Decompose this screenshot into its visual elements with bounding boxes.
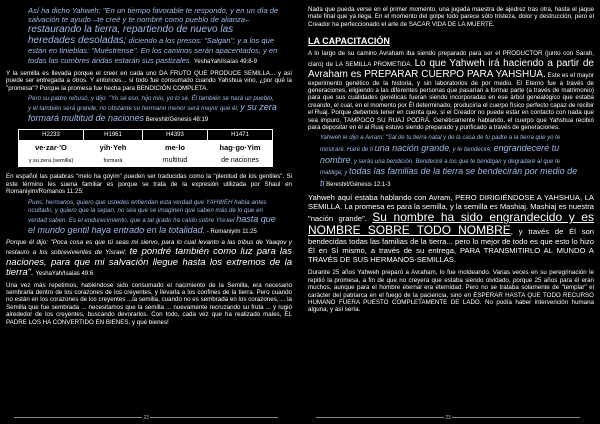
strong-code: H4393 (143, 130, 208, 141)
quote-reference: - Romaniyim 11:25 (206, 228, 257, 235)
quote-reference: Bereshit/Génesis 48:19 (145, 116, 209, 123)
page-footer (316, 415, 580, 421)
quote-reference: YeshaYah/Isaías 49:6 (35, 271, 94, 278)
paragraph-text: , y través de Él son bendecidas todas las familias de la tierra... pero lo mejor de todo es que esto lo hizo Él en Sí mismo, a través de su entrega, PARA TRANSMITIRLO AL MUNDO A TRAVÉS DE SUS HERMANOS-SEMILLAS. (308, 227, 595, 265)
spanish-word: de naciones (208, 155, 273, 167)
paragraph-capacitacion (308, 50, 594, 131)
quote-emphasis: una nación grande (374, 143, 450, 154)
paragraph: Nada que pueda verse en el primer momento, una jugada maestra de ajedrez tras otra, hasta el jaque mate final que ya llega. En el momento del golpe todo parece sólo tristeza, dolor y destrucción, pero el Creador ha perfeccionado el arte de SACAR VIDA DE LA MUERTE. (308, 6, 594, 28)
paragraph: Y la semilla es llevada porque el creer en cada uno DA FRUTO QUE PRODUCE SEMILLA... y así puede ser entregada a otros. Y entonces... sí todo fue consumado cuando Yahshua vino, ¿por qué la "promesa"? Porque la promesa fue hecha para BENDICIÓN COMPLETA. (6, 69, 292, 92)
quote-text: Yahweh le dijo a Avram: "Sal de tu tierra natal y de la casa de tu padre a la tierra que yo te mostraré. Haré de ti (320, 135, 561, 154)
paragraph-text: Yahweh aquí estaba hablando con Avram, PERO DIRIGIÉNDOSE A YAHSHUA, LA SEMILLA. La promesa es para la semilla, y la semilla es Mashiaj. Mashiaj es nuestra "nación grande". (308, 193, 594, 224)
quote-emphasis: restaurando la tierra, repartiendo de nuevo las heredades desoladas; (28, 24, 234, 47)
quote-emphasis: engrandeceré tu nombre (320, 143, 560, 165)
quote-text: Pues, hermanos, quiero que ustedes entiendan esta verdad que YAHWEH había antes ocultado, y quiero que la sepan, no sea que se imaginen que saben más de lo que en verdad saben. Es el endurecimiento, que a tal grado ha caído sobre Yisrael (28, 199, 267, 225)
quote-reference: YeshaYah/Isaías 49:8-9 (193, 58, 257, 65)
quote-reference: Bereshit/Génesis 12:1-3 (326, 181, 391, 188)
quote-genesis-48-19 (28, 95, 278, 124)
hebrew-word-table (18, 129, 273, 167)
footer-rule (452, 417, 580, 418)
quote-emphasis: hasta que el mundo gentil haya entrado en la totalidad. (28, 214, 276, 235)
spanish-word: y su zera (semilla) (19, 155, 84, 167)
left-page (0, 0, 298, 424)
quote-text: Pero su padre rehusó, y dijo: "Yo sé eso, hijo mío, yo lo sé. Él también se hará un pueblo, y él también será grande; no obstante su hermano menor será mayor que él, (28, 95, 274, 113)
paragraph: Una vez más repetimos, habiéndose sido consumado el nacimiento de la Semilla, era necesario sembrarla dentro de los corazones de los creyentes, y llevarla a los confines de la tierra. Pero cuando no están en los corazones de los creyentes ...la semilla, cuando no es sembrada en los corazones, ... la Semilla que fue sembrada ... necesitamos que la semilla ... nuevamente recruzando su fruta ... y rugió alrededor de los creyentes, buscando devorarlos. Con todo, cada vez que ha realizado males, EL PADRE LOS HA CONVERTIDO EN BIENES, y qué bienes! (6, 281, 292, 326)
strong-code: H1471 (208, 130, 273, 141)
strong-code: H2233 (19, 130, 84, 141)
paragraph-text: Porque él dijo: "Poca cosa es que tú seas mi siervo, para lo cual levanto a las tribus de Yaaqov y restauro a los sobrevivientes de Yisrael; (6, 239, 292, 257)
footer-rule (316, 417, 444, 418)
hebrew-word: hag·go·Yim (208, 141, 273, 155)
quote-emphasis: y su zera formará multitud de naciones (28, 102, 277, 123)
quote-text: , y te bendeciré; (449, 147, 492, 154)
paragraph-text: A lo largo de su camino Avraham iba siendo preparado para ser el PRODUCTOR (junto con Sarah, claro) de LA SEMILLA PROMETIDA. (308, 50, 594, 68)
page-number: 22 (143, 415, 149, 421)
spanish-word: multitud (143, 155, 208, 167)
page-number: 23 (445, 415, 451, 421)
section-heading: LA CAPACITACIÓN (308, 36, 390, 47)
hebrew-row (19, 141, 273, 155)
paragraph-semilla (308, 193, 594, 264)
footer-rule (14, 417, 142, 418)
quote-text: , y serás una bendición. Bendeciré a los que te bendigan y degradaré al que te maldiga; y (320, 158, 560, 177)
footer-rule (150, 417, 278, 418)
quote-genesis-12-1 (320, 135, 582, 189)
hebrew-word: yih·Yeh (84, 141, 143, 155)
spanish-row (19, 155, 273, 167)
hebrew-word: ve·zar·'O (19, 141, 84, 155)
paragraph-isaias-49-6 (6, 239, 292, 279)
quote-text: Así ha dicho Yahweh: "En un tiempo favorable te respondo, y en un día de salvación te ayudo –te creé y te nombré como pueblo de alianza– (28, 6, 279, 25)
strong-code: H1961 (84, 130, 143, 141)
quote-emphasis: todas las familias de la tierra se bendecirán por medio de ti (320, 166, 578, 188)
quote-romanos-11-25 (28, 199, 278, 236)
quote-isaias-49-8 (28, 6, 283, 67)
quote-text: diciendo a los presos: "Salgan"; y a los que están en tinieblas: "Muéstrense". En los caminos serán apacentados, y en todas las cumbres áridas estarán sus pastizales. (28, 36, 278, 65)
paragraph-emphasis: te pondré también como luz para las naciones, para que mi salvación llegue hasta los extremos de la tierra". (6, 246, 292, 279)
paragraph: En español las palabras "melo ha goyim" pueden ser traducidas como la "plenitud de los gentiles". Si este término les suena familiar es porque se trata de la expresión utilizada por Shaul en Romaniyim/Romanos 11:25: (6, 173, 292, 196)
spanish-word: formará (84, 155, 143, 167)
paragraph: Durante 25 años Yahweh preparó a Avraham, lo fue moldeando. Varias veces en su peregrinación le repitió la promesa, a fin de que no creyera que estaba siendo olvidado, porque 25 años para él eran muchos, aunque para el hombre eternal era eternidad. Pero no se trataba solamente de "templar" el carácter del patriarca en el fuego de la paciencia, sino en ESPERAR HASTA QUE TODO RECURSO HUMANO FUERA PUESTO COMPLETAMENTE DE LADO. No podía haber intervención humana alguna, y así sería. (308, 269, 594, 314)
paragraph-text: Este es el mayor experimento genético de la historia, y sin laboratorios de por medio. El Eterno fue a través de generaciones, eligiendo a las diferentes personas que pasarían a formar parte (a través de matrimonio) para que sus cualidades genéticas fueran siendo incorporadas en ese árbol genealógico que estaba creando, el cual, en el momento por Él determinado, produciría el cuerpo físico perfecto capaz de recibir el Ruaj. Porque debemos tener en cuenta que, si el Creador no puede estar en contacto con nada que sea impuro, TAMPOCO SU RUAJ PODRÁ. Genéticamente hablando, el cuerpo que Yahshua recibió para depositar en él al Ruaj estuvo siendo preparado y purificado a través de generaciones. (308, 71, 594, 132)
paragraph-emphasis: Su nombre ha sido engrandecido y es NOMBRE SOBRE TODO NOMBRE (308, 210, 594, 238)
hebrew-word: me·lo (143, 141, 208, 155)
paragraph-emphasis: Lo que Yahweh irá haciendo a partir de Avraham es PREPARAR CUERPO PARA YAHSHUA. (308, 57, 594, 80)
right-page (302, 0, 600, 424)
page-footer (14, 415, 278, 421)
strong-codes-row (19, 130, 273, 141)
